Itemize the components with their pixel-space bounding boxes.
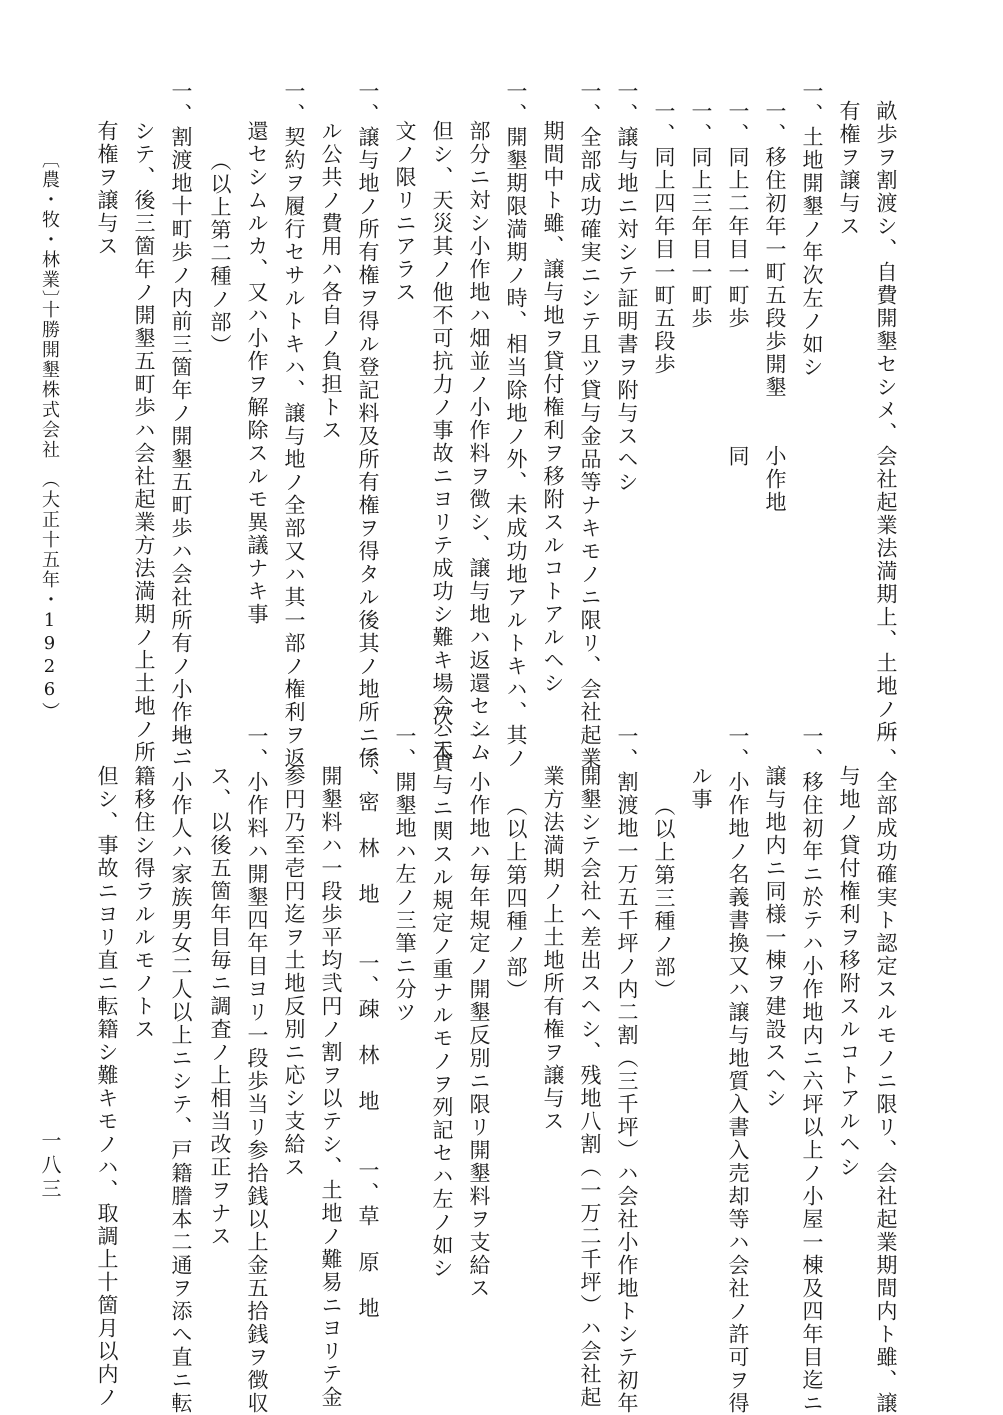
text-column: 一、土地開墾ノ年次左ノ如シ (800, 80, 824, 379)
text-column: 一、全部成功確実ニシテ且ツ貸与金品等ナキモノニ限リ、会社起業 (578, 80, 602, 770)
text-column: 畝歩ヲ割渡シ、自費開墾セシメ、会社起業法満期上、土地ノ所 (874, 100, 898, 744)
text-column: 一、譲与地ノ所有権ヲ得ル登記料及所有権ヲ得タル後其ノ地所ニ係 (356, 80, 380, 770)
footer-category: 〔農・牧・林業〕 (39, 150, 60, 310)
footer-year: （大正十五年・1926） (39, 470, 60, 722)
text-column: 一、開墾地ハ左ノ三筆ニ分ツ (393, 725, 417, 1024)
text-column: 与地ノ貸付権利ヲ移附スルコトアルヘシ (837, 765, 861, 1179)
text-column: 一、全部成功確実ト認定スルモノニ限リ、会社起業期間内ト雖、譲 (874, 725, 898, 1415)
footer-company: 十勝開墾株式会社 (39, 300, 60, 460)
text-column: 一、小作料ハ開墾四年目ヨリ一段歩当リ参拾銭以上金五拾銭ヲ徴収 (245, 725, 269, 1415)
text-column: 一、開墾期限満期ノ時、相当除地ノ外、未成功地アルトキハ、其ノ (504, 80, 528, 770)
text-column: 有権ヲ譲与ス (95, 120, 119, 258)
text-column: 但シ、事故ニヨリ直ニ転籍シ難キモノハ、取調上十箇月以内ノ (95, 765, 119, 1409)
text-column: ル公共ノ費用ハ各自ノ負担トス (319, 120, 343, 442)
text-column: 一、譲与地ニ対シテ証明書ヲ附与スヘシ (615, 80, 639, 494)
text-column: ル事 (689, 765, 713, 811)
text-column: 還セシムルカ、又ハ小作ヲ解除スルモ異議ナキ事 (245, 120, 269, 626)
text-column: 譲与地内ニ同様一棟ヲ建設スヘシ (763, 765, 787, 1110)
text-column: 有権ヲ譲与ス (837, 100, 861, 238)
text-column: 一、小作地ノ名義書換又ハ譲与地質入書入売却等ハ会社ノ許可ヲ得 (726, 725, 750, 1415)
section-note: （以上第三種ノ部） (652, 795, 676, 1002)
text-column: 一、同上二年目一町歩 同 (726, 100, 750, 468)
text-column: 一、契約ヲ履行セサルトキハ、譲与地ノ全部又ハ其一部ノ権利ヲ返 (282, 80, 306, 770)
text-column: 籍移住シ得ラルルモノトス (132, 765, 156, 1041)
text-column: 一、移住初年一町五段歩開墾 小作地 (763, 100, 787, 514)
text-column: 文ノ限リニアラス (393, 120, 417, 304)
text-column: 一、同上三年目一町歩 (689, 100, 713, 330)
text-column: ス、以後五箇年目毎ニ調査ノ上相当改正ヲナス (208, 765, 232, 1248)
text-column: 一、小作地ハ毎年規定ノ開墾反別ニ限リ開墾料ヲ支給ス (467, 725, 491, 1300)
text-column: 部分ニ対シ小作地ハ畑並ノ小作料ヲ徴シ、譲与地ハ返還セシム (467, 120, 491, 764)
text-column: 期間中ト雖、譲与地ヲ貸付権利ヲ移附スルコトアルヘシ (541, 120, 565, 695)
text-column: 一、同上四年目一町五段歩 (652, 100, 676, 376)
text-column: 業方法満期ノ上土地所有権ヲ譲与ス (541, 765, 565, 1133)
text-column: シテ、後三箇年ノ開墾五町歩ハ会社起業方法満期ノ上土地ノ所 (132, 120, 156, 764)
text-column: 一、移住初年ニ於テハ小作地内ニ六坪以上ノ小屋一棟及四年目迄ニ (800, 725, 824, 1415)
text-column: 一、密 林 地 一、疎 林 地 一、草 原 地 (356, 745, 380, 1320)
section-note: （以上第二種ノ部） (208, 150, 232, 357)
text-column: 一、割渡地一万五千坪ノ内二割（三千坪）ハ会社小作地トシテ初年 (615, 725, 639, 1415)
text-column: 次ニ貸与ニ関スル規定ノ重ナルモノヲ列記セハ左ノ如シ (430, 705, 454, 1280)
text-column: 参円乃至壱円迄ヲ土地反別ニ応シ支給ス (282, 765, 306, 1179)
text-column: 開墾シテ会社へ差出スヘシ、残地八割（一万二千坪）ハ会社起 (578, 765, 602, 1409)
section-note: （以上第四種ノ部） (504, 795, 528, 1002)
page-number: 一八三 (38, 1130, 62, 1202)
text-column: 一、割渡地十町歩ノ内前三箇年ノ開墾五町歩ハ会社所有ノ小作地ニ (169, 80, 193, 770)
text-column: 開墾料ハ一段歩平均弐円ノ割ヲ以テシ、土地ノ難易ニヨリテ金 (319, 765, 343, 1409)
text-column: 一、小作人ハ家族男女二人以上ニシテ、戸籍謄本二通ヲ添へ直ニ転 (169, 725, 193, 1415)
text-column: 但シ、天災其ノ他不可抗力ノ事故ニヨリテ成功シ難キ場合ハ本 (430, 120, 454, 764)
